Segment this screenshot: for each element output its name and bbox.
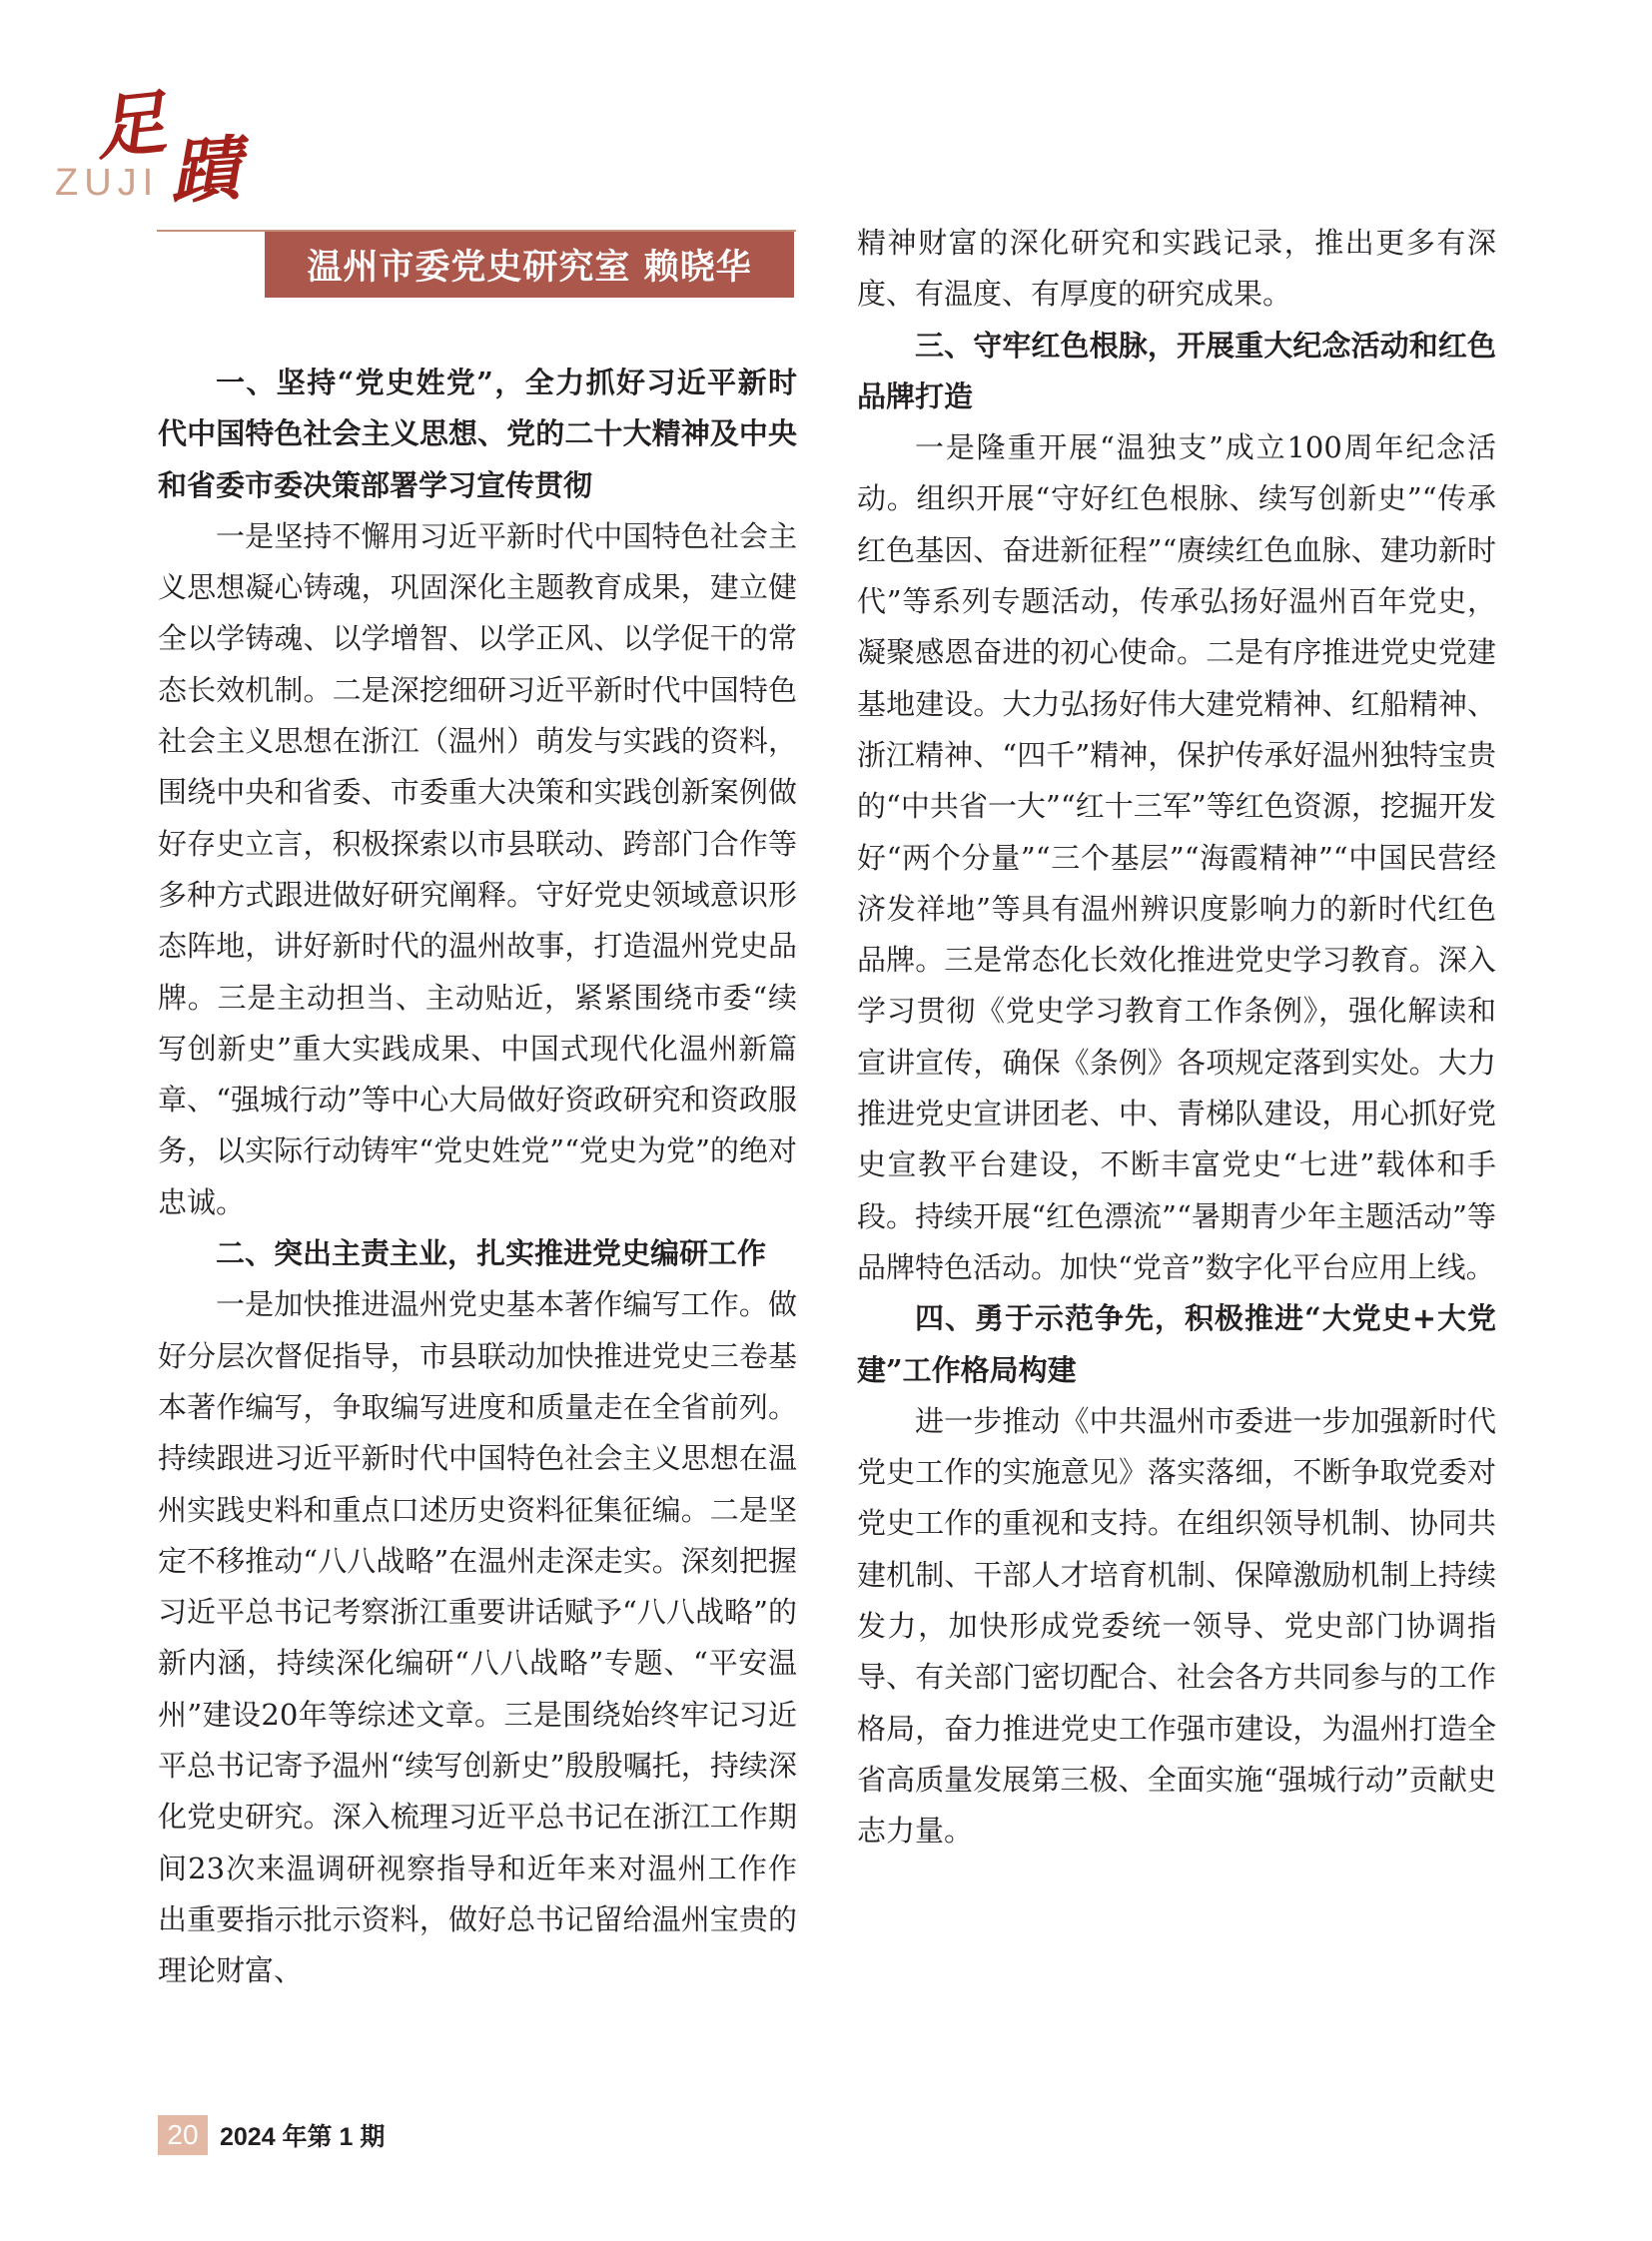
right-column xyxy=(857,218,1496,1858)
logo-char-2: 蹟 xyxy=(167,126,244,215)
section-body-2: 一是加快推进温州党史基本著作编写工作。做好分层次督促指导，市县联动加快推进党史三卷基本著作编写，争取编写进度和质量走在全省前列。持续跟进习近平新时代中国特色社会主义思想在温州实践史料和重点口述历史资料征集征编。二是坚定不移推动“八八战略”在温州走深走实。深刻把握习近平总书记考察浙江重要讲话赋予“八八战略”的新内涵，持续深化编研“八八战略”专题、“平安温州”建设20年等综述文章。三是围绕始终牢记习近平总书记寄予温州“续写创新史”殷殷嘱托，持续深化党史研究。深入梳理习近平总书记在浙江工作期间23次来温调研视察指导和近年来对温州工作作出重要指示批示资料，做好总书记留给温州宝贵的理论财富、 xyxy=(158,1287,797,1988)
author-banner: 温州市委党史研究室 赖晓华 xyxy=(265,232,794,298)
section-heading-2: 二、突出主责主业，扎实推进党史编研工作 xyxy=(216,1236,767,1271)
section-body-3: 一是隆重开展“温独支”成立100周年纪念活动。组织开展“守好红色根脉、续写创新史”“传承红色基因、奋进新征程”“赓续红色血脉、建功新时代”等系列专题活动，传承弘扬好温州百年党史，凝聚感恩奋进的初心使命。二是有序推进党史党建基地建设。大力弘扬好伟大建党精神、红船精神、浙江精神、“四千”精神，保护传承好温州独特宝贵的“中共省一大”“红十三军”等红色资源，挖掘开发好“两个分量”“三个基层”“海霞精神”“中国民营经济发祥地”等具有温州辨识度影响力的新时代红色品牌。三是常态化长效化推进党史学习教育。深入学习贯彻《党史学习教育工作条例》，强化解读和宣讲宣传，确保《条例》各项规定落到实处。大力推进党史宣讲团老、中、青梯队建设，用心抓好党史宣教平台建设，不断丰富党史“七进”载体和手段。持续开展“红色漂流”“暑期青少年主题活动”等品牌特色活动。加快“党音”数字化平台应用上线。 xyxy=(857,430,1496,1284)
zuji-logo xyxy=(55,70,245,215)
left-column xyxy=(158,358,797,1997)
section-body-4: 进一步推动《中共温州市委进一步加强新时代党史工作的实施意见》落实落细，不断争取党委对党史工作的重视和支持。在组织领导机制、协同共建机制、干部人才培育机制、保障激励机制上持续发力，加快形成党委统一领导、党史部门协调指导、有关部门密切配合、社会各方共同参与的工作格局，奋力推进党史工作强市建设，为温州打造全省高质量发展第三极、全面实施“强城行动”贡献史志力量。 xyxy=(857,1403,1496,1849)
logo-char-1: 足 xyxy=(91,80,170,171)
section-body-1: 一是坚持不懈用习近平新时代中国特色社会主义思想凝心铸魂，巩固深化主题教育成果，建立健全以学铸魂、以学增智、以学正风、以学促干的常态长效机制。二是深挖细研习近平新时代中国特色社会主义思想在浙江（温州）萌发与实践的资料，围绕中央和省委、市委重大决策和实践创新案例做好存史立言，积极探索以市县联动、跨部门合作等多种方式跟进做好研究阐释。守好党史领域意识形态阵地，讲好新时代的温州故事，打造温州党史品牌。三是主动担当、主动贴近，紧紧围绕市委“续写创新史”重大实践成果、中国式现代化温州新篇章、“强城行动”等中心大局做好资政研究和资政服务，以实际行动铸牢“党史姓党”“党史为党”的绝对忠诚。 xyxy=(158,518,797,1219)
section-body-2-continued: 精神财富的深化研究和实践记录，推出更多有深度、有温度、有厚度的研究成果。 xyxy=(857,226,1496,312)
issue-label: 2024 年第 1 期 xyxy=(220,2123,386,2151)
logo-latin: ZUJI xyxy=(55,162,160,204)
section-heading-1: 一、坚持“党史姓党”，全力抓好习近平新时代中国特色社会主义思想、党的二十大精神及中央和省委市委决策部署学习宣传贯彻 xyxy=(158,366,797,502)
section-heading-4: 四、勇于示范争先，积极推进“大党史+大党建”工作格局构建 xyxy=(857,1301,1496,1387)
page-number: 20 xyxy=(158,2115,208,2155)
section-heading-3: 三、守牢红色根脉，开展重大纪念活动和红色品牌打造 xyxy=(857,328,1496,413)
